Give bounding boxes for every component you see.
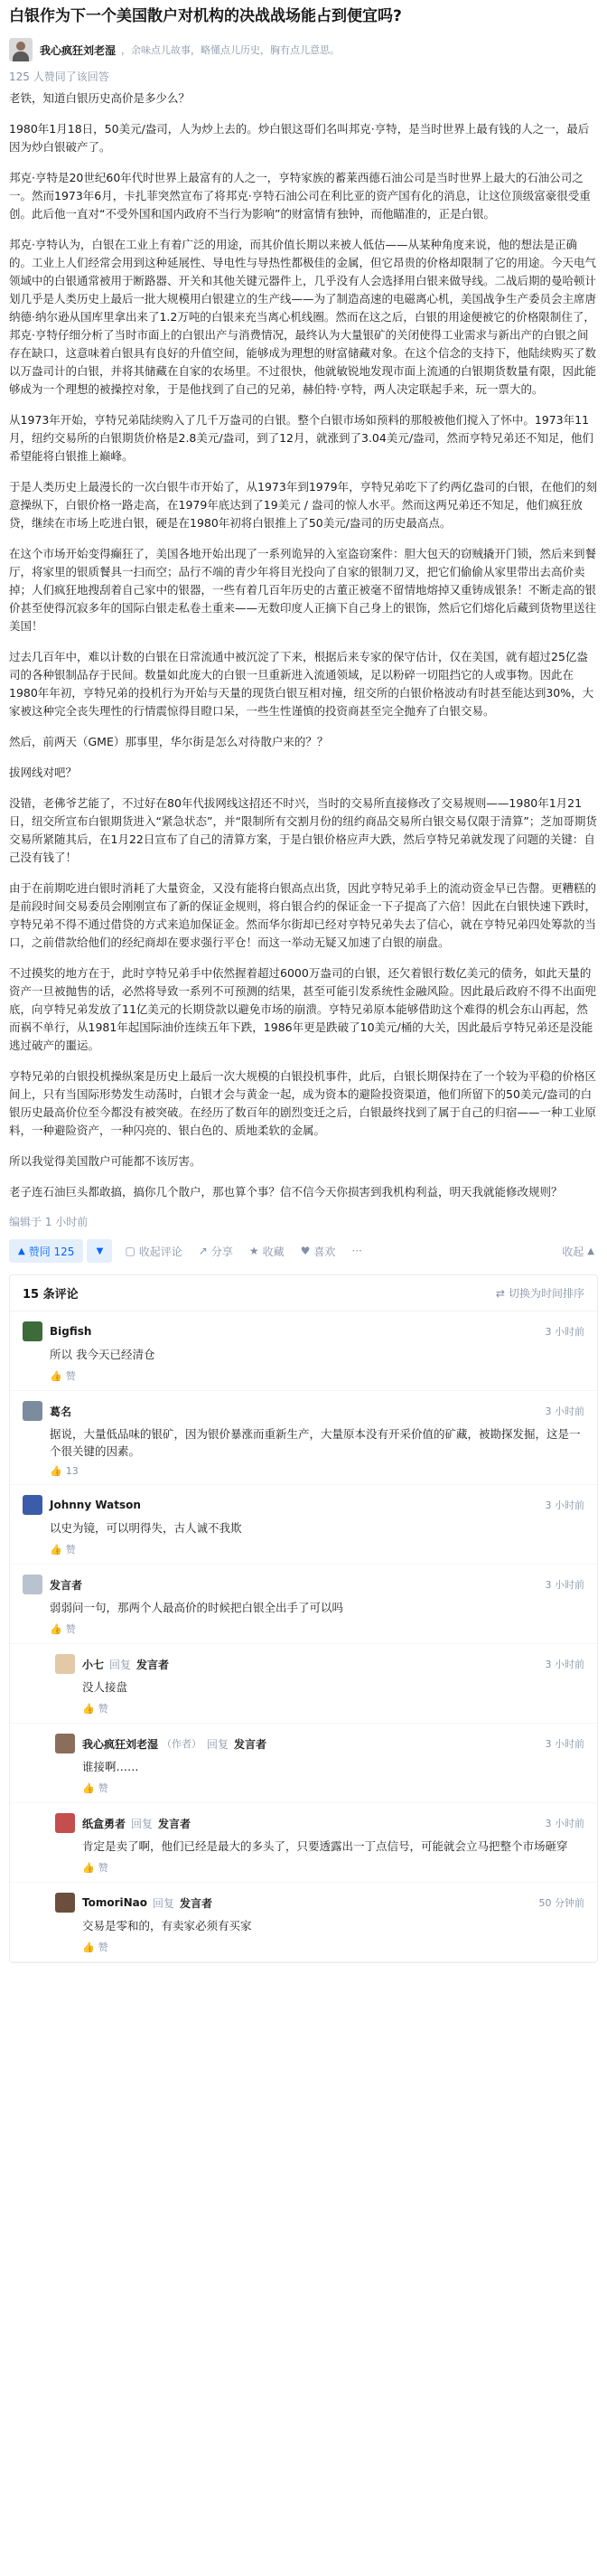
paragraph: 老铁，知道白银历史高价是多少么？ — [9, 91, 191, 105]
comment-item — [10, 1391, 597, 1485]
paragraph: 在这个市场开始变得癫狂了，美国各地开始出现了一系列诡异的入室盗窃案件：胆大包天的窃贼撬开门锁，然后来到餐厅，将家里的银质餐具一扫而空；品行不端的青少年将目光投向了自家的银制刀叉，把它们偷偷从家里带出去高价卖掉；人们疯狂地搜刮着自己家中的银器，一些有着几百年历史的古董正被毫不留情地熔掉又重铸成银条！不断走高的银价甚至使得沉寂多年的国际白银走私卷土重来——无数印度人正摘下自己身上的银饰，然后它们熔化后藏到货物里送往美国！ — [9, 547, 597, 633]
comments-panel — [9, 1274, 598, 1963]
reply-target-name[interactable]: 发言者 — [136, 1658, 170, 1671]
share-label: 分享 — [210, 1245, 233, 1258]
comment-text: 所以 我今天已经清仓 — [50, 1348, 155, 1361]
thumb-up-icon: 👍 — [50, 1369, 62, 1382]
vote-down-button[interactable] — [87, 1239, 112, 1263]
comment-text: 没人接盘 — [82, 1680, 128, 1694]
paragraph: 老子连石油巨头都敢搞，搞你几个散户，那也算个事？信不信今天你损害到我机构利益，明天我就能修改规则？ — [9, 1185, 563, 1199]
comment-meta — [23, 1494, 584, 1516]
comment-like-count: 赞 — [65, 1370, 76, 1382]
comment-meta — [23, 1321, 584, 1342]
vote-up-button[interactable] — [9, 1239, 83, 1263]
comment-time: 3 小时前 — [545, 1659, 584, 1670]
comment-meta — [55, 1653, 584, 1675]
comment-like-button[interactable] — [23, 1542, 584, 1556]
reply-item — [10, 1803, 597, 1883]
question-title[interactable]: 白银作为下一个美国散户对机构的决战战场能占到便宜吗? — [9, 7, 402, 25]
paragraph: 拔网线对吧？ — [9, 766, 78, 779]
chevron-up-icon: ▲ — [587, 1246, 594, 1256]
paragraph: 没错，老佛爷艺能了，不过好在80年代拔网线这招还不时兴，当时的交易所直接修改了交易规则——1980年1月21日，纽交所宣布白银期货进入“紧急状态”，并“限制所有交割月份的纽约商品交易所白银交易仅限于清算”；芝加哥期货交易所紧随其后，在1月22日宣布了自己的清算方案，于是白银价格应声大跌，然后亨特兄弟就发现了问题的关键：自己没有钱了！ — [9, 796, 597, 864]
comment-text: 弱弱问一句，那两个人最高价的时候把白银全出手了可以吗 — [50, 1601, 344, 1614]
commenter-name[interactable]: 发言者 — [50, 1578, 83, 1592]
comment-meta — [55, 1812, 584, 1834]
like-label: 喜欢 — [313, 1245, 336, 1258]
comment-time: 3 小时前 — [545, 1406, 584, 1417]
reply-target-name[interactable]: 发言者 — [158, 1817, 191, 1830]
paragraph: 不过摸奖的地方在于，此时亨特兄弟手中依然握着超过6000万盎司的白银，还欠着银行数亿美元的债务，如此天量的资产一旦被抛售的话，必然将导致一系列不可预测的结果，甚至可能引发系统性金融风险。因此最后政府不得不出面兜底，向亨特兄弟发放了11亿美元的长期贷款以避免市场的崩溃。亨特兄弟原本能够借助这个难得的机会东山再起，然而祸不单行，从1981年起国际油价连续五年下跌，1986年更是跌破了10美元/桶的大关，因此最后亨特兄弟还是没能逃过破产的噩运。 — [9, 966, 597, 1052]
paragraph: 于是人类历史上最漫长的一次白银牛市开始了，从1973年到1979年，亨特兄弟吃下了约两亿盎司的白银，在他们的刻意操纵下，白银价格一路走高，在1979年底达到了19美元 / 盎司的惊人水平。然而这两兄弟还不知足，他们疯狂放贷，继续在市场上吃进白银，硬是在1980年初将白银推上了50美元/盎司的历史最高点。 — [9, 480, 598, 530]
favorite-button[interactable] — [249, 1244, 285, 1259]
thumb-up-icon: 👍 — [82, 1782, 95, 1794]
paragraph: 然后，前两天（GME）那事里，华尔街是怎么对待散户来的？？ — [9, 735, 329, 748]
action-bar — [9, 1236, 598, 1265]
comment-icon: ▢ — [125, 1245, 135, 1257]
comment-text: 谁接啊…… — [82, 1760, 139, 1773]
comments-count: 15 条评论 — [23, 1288, 79, 1302]
comment-time: 3 小时前 — [545, 1738, 584, 1750]
comments-header — [10, 1275, 597, 1312]
comment-time: 50 分钟前 — [538, 1897, 584, 1909]
star-icon: ★ — [248, 1245, 259, 1257]
thumb-up-icon: 👍 — [82, 1861, 95, 1874]
comment-item — [10, 1312, 597, 1391]
commenter-avatar[interactable] — [55, 1654, 75, 1674]
comment-like-button[interactable] — [23, 1368, 584, 1383]
collapse-label: 收起 — [562, 1245, 584, 1258]
commenter-name[interactable]: 小七 — [82, 1658, 105, 1671]
author-bio: ，余味点儿故事，略懂点儿历史，胸有点儿意思。 — [121, 44, 341, 56]
reply-target-name[interactable]: 发言者 — [180, 1896, 213, 1910]
reply-label: 回复 — [207, 1737, 229, 1751]
comment-list — [10, 1312, 597, 1962]
commenter-avatar[interactable] — [23, 1321, 42, 1341]
comment-item — [10, 1565, 597, 1644]
comment-like-count: 赞 — [98, 1703, 108, 1715]
commenter-name[interactable]: Bigfish — [50, 1325, 92, 1338]
paragraph: 由于在前期吃进白银时消耗了大量资金，又没有能将白银高点出货，因此亨特兄弟手上的流动资金早已告罄。更糟糕的是前段时间交易委员会刚刚宣布了新的保证金规则，将白银合约的保证金一下子提高了六倍！因此在白银快速下跌时，亨特兄弟不得不通过借贷的方式来追加保证金。然而华尔街却已经对亨特兄弟失去了信心，就在亨特兄弟四处筹款的当口，之前借款给他们的经纪商却在要求强行平仓！而这一举动无疑又加速了白银的崩盘。 — [9, 881, 597, 949]
commenter-name[interactable]: 纸盒勇者 — [82, 1817, 126, 1830]
commenter-name[interactable]: TomoriNao — [82, 1896, 147, 1909]
more-icon: ··· — [351, 1245, 362, 1257]
thumb-up-icon: 👍 — [50, 1465, 62, 1477]
comment-like-count: 赞 — [98, 1941, 108, 1953]
favorite-label: 收藏 — [262, 1245, 285, 1258]
vote-up-label: 赞同 125 — [28, 1245, 75, 1258]
commenter-avatar[interactable] — [23, 1401, 42, 1421]
comment-text: 肯定是卖了啊，他们已经是最大的多头了，只要透露出一丁点信号，可能就会立马把整个市场砸穿 — [82, 1839, 568, 1853]
comment-time: 3 小时前 — [545, 1579, 584, 1591]
reply-item — [10, 1644, 597, 1724]
paragraph: 从1973年开始，亨特兄弟陆续购入了几千万盎司的白银。整个白银市场如预料的那般被他们搅入了怀中。1973年11月，纽约交易所的白银期货价格是2.8美元/盎司，到了12月，就涨到了3.04美元/盎司，然而亨特兄弟还不知足，他们希望能将白银推上巅峰。 — [9, 413, 594, 463]
commenter-name[interactable]: 葛名 — [50, 1405, 72, 1418]
comment-like-button[interactable] — [55, 1701, 584, 1716]
comment-time: 3 小时前 — [545, 1326, 584, 1338]
reply-label: 回复 — [109, 1658, 132, 1671]
reply-label: 回复 — [131, 1817, 154, 1830]
triangle-down-icon: ▼ — [96, 1246, 104, 1256]
commenter-avatar[interactable] — [55, 1734, 75, 1753]
comment-meta — [55, 1892, 584, 1913]
votes-summary[interactable]: 125 人赞同了该回答 — [9, 71, 109, 83]
comment-text: 交易是零和的，有卖家必须有买家 — [82, 1919, 252, 1932]
paragraph: 1980年1月18日，50美元/盎司，人为炒上去的。炒白银这哥们名叫邦克·亨特，是当时世界上最有钱的人之一，最后因为炒白银破产了。 — [9, 122, 590, 154]
author-avatar[interactable] — [9, 38, 33, 61]
reply-target-name[interactable]: 发言者 — [234, 1737, 267, 1751]
thumb-up-icon: 👍 — [50, 1543, 62, 1556]
reply-label: 回复 — [153, 1896, 175, 1910]
comment-toggle-button[interactable] — [125, 1244, 182, 1259]
commenter-name[interactable]: 我心疯狂刘老湿 — [82, 1737, 159, 1751]
edited-time[interactable]: 编辑于 1 小时前 — [9, 1216, 89, 1228]
comment-text: 以史为镜，可以明得失，古人诚不我欺 — [50, 1521, 242, 1535]
comment-like-count: 13 — [65, 1465, 79, 1477]
thumb-up-icon: 👍 — [82, 1941, 95, 1953]
paragraph: 所以我觉得美国散户可能都不该厉害。 — [9, 1154, 201, 1168]
reply-item — [10, 1724, 597, 1803]
share-button[interactable] — [199, 1244, 233, 1259]
swap-icon: ⇄ — [495, 1287, 505, 1300]
paragraph: 亨特兄弟的白银投机操纵案是历史上最后一次大规模的白银投机事件，此后，白银长期保持在了一个较为平稳的价格区间上，只有当国际形势发生动荡时，白银才会与黄金一起，成为资本的避险投资渠道，他们所留下的50美元/盎司的白银历史最高价位至今都没有被突破。在经历了数百年的剧烈变迁之后，白银最终找到了属于自己的归宿——一种工业原料，一种避险资产，一种闪亮的、银白色的、质地柔软的金属。 — [9, 1069, 597, 1137]
comment-like-button[interactable] — [55, 1940, 584, 1954]
comment-like-button[interactable] — [23, 1465, 584, 1477]
comment-text: 据说，大量低品味的银矿，因为银价暴涨而重新生产，大量原本没有开采价值的矿藏，被勘探发掘，这是一个很关键的因素。 — [50, 1427, 581, 1458]
author-bar — [9, 34, 598, 65]
thumb-up-icon: 👍 — [82, 1702, 95, 1715]
comment-like-count: 赞 — [65, 1544, 76, 1556]
share-icon: ↗ — [198, 1245, 208, 1257]
comment-like-count: 赞 — [98, 1782, 108, 1794]
sort-toggle-label: 切换为时间排序 — [508, 1287, 584, 1300]
comment-meta — [23, 1574, 584, 1595]
comment-like-count: 赞 — [98, 1862, 108, 1874]
more-button[interactable] — [351, 1245, 361, 1257]
comment-time: 3 小时前 — [545, 1818, 584, 1829]
comment-meta — [55, 1733, 584, 1754]
comment-like-button[interactable] — [55, 1860, 584, 1875]
paragraph: 过去几百年中，难以计数的白银在日常流通中被沉淀了下来，根据后来专家的保守估计，仅在美国，就有超过25亿盎司的各种银制品存于民间。数量如此庞大的白银一旦重新进入流通领域，足以粉碎一切阻挡它的人或事物。因此在1980年年初，亨特兄弟的投机行为开始与天量的现货白银互相对撞，纽交所的白银价格波动有时甚至能达到30%，大家被这种完全丧失理性的行情震惊得目瞪口呆，一些生性谨慎的投资商甚至完全抛弃了白银交易。 — [9, 650, 594, 718]
like-button[interactable] — [301, 1244, 336, 1259]
comment-item — [10, 1485, 597, 1565]
paragraph: 邦克·亨特是20世纪60年代时世界上最富有的人之一，亨特家族的蓄莱西德石油公司是当时世界上最大的石油公司之一。然而1973年6月，卡扎菲突然宣布了将邦克·亨特石油公司在利比亚的资产国有化的消息，让这位顶级富豪很受重创。此后他一直对“不受外国和国内政府不当行为影响”的财富情有独钟，而他瞄准的，正是白银。 — [9, 171, 591, 221]
comment-time: 3 小时前 — [545, 1500, 584, 1511]
comment-like-count: 赞 — [65, 1623, 76, 1635]
comment-toggle-label: 收起评论 — [138, 1245, 182, 1258]
comment-like-button[interactable] — [55, 1781, 584, 1795]
commenter-avatar[interactable] — [23, 1575, 42, 1594]
reply-item — [10, 1883, 597, 1962]
commenter-avatar[interactable] — [55, 1813, 75, 1833]
thumb-up-icon: 👍 — [50, 1622, 62, 1635]
author-tag: （作者） — [162, 1738, 202, 1750]
commenter-avatar[interactable] — [55, 1893, 75, 1913]
paragraph: 邦克·亨特认为，白银在工业上有着广泛的用途，而其价值长期以来被人低估——从某种角度来说，他的想法是正确的。工业上人们经常会用到这种延展性、导电性与导热性都极佳的金属，但它昂贵的价格却限制了它的用途。今天电气领域中的白银通常被用于断路器、开关和其他关键元器件上，几乎没有人会选择用白银来做导线。二战后期的曼哈顿计划几乎是人类历史上最后一批大规模用白银建立的生产线——为了制造高速的电磁离心机，美国战争生产委员会主席唐纳德·纳尔逊从国库里拿出来了1.2万吨的白银来充当离心机线圈。然而在这之后，白银的用途便被它的价格限制住了，邦克·亨特仔细分析了当时市面上的白银出产与消费情况，最终认为大量银矿的关闭使得工业需求与新出产的白银之间存在缺口，这意味着白银具有良好的升值空间，能够成为理想的财富储藏对象。在这个信念的支持下，他陆续购买了数以万盎司计的白银，并将其储藏在自家的农场里。不过很快，他就敏锐地发现市面上流通的白银期货数量有限，因此能够成为一个理想的被操控对象，于是他找到了自己的兄弟，赫伯特·亨特，两人决定联起手来，玩一票大的。 — [9, 238, 597, 396]
comment-meta — [23, 1400, 584, 1422]
comment-like-button[interactable] — [23, 1622, 584, 1636]
commenter-avatar[interactable] — [23, 1495, 42, 1515]
commenter-name[interactable]: Johnny Watson — [50, 1499, 141, 1511]
answer-content — [9, 89, 598, 1201]
collapse-button[interactable] — [562, 1244, 594, 1259]
author-name[interactable]: 我心疯狂刘老湿 — [40, 43, 117, 57]
sort-toggle-button[interactable] — [496, 1285, 584, 1301]
triangle-up-icon: ▲ — [18, 1246, 25, 1256]
heart-icon: ♥ — [300, 1245, 311, 1257]
